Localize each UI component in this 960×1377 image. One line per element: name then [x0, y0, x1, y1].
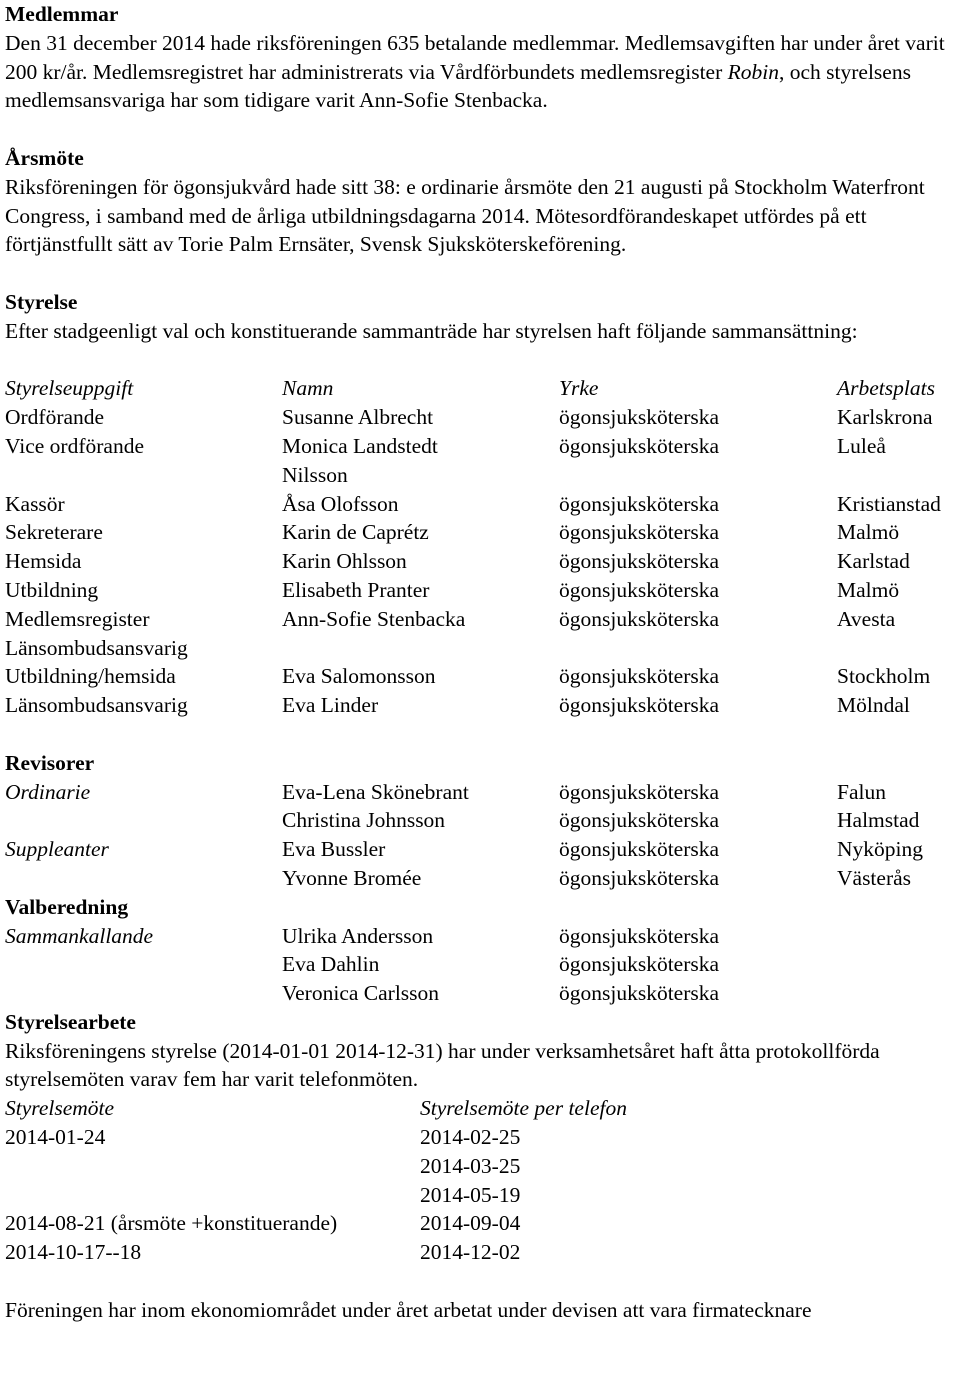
- table-cell: Eva Linder: [282, 693, 379, 718]
- table-cell: Monica Landstedt: [282, 433, 438, 458]
- medlemmar-paragraph: [5, 29, 949, 115]
- meetings-table: [5, 1094, 949, 1267]
- table-cell: Karlstad: [837, 549, 910, 574]
- table-cell: Stockholm: [837, 664, 931, 689]
- row-label-cell: Utbildning: [5, 577, 99, 602]
- table-cell: [559, 461, 837, 490]
- row-label-cell: [5, 950, 282, 979]
- arsmote-paragraph: Riksföreningen för ögonsjukvård hade sitt 38: e ordinarie årsmöte den 21 augusti på Stockholm Waterfront Congress, i samband med de årliga utbildningsdagarna 2014. Mötesordförandeskapet utfördes på ett förtjänstfullt sätt av Torie Palm Ernsäter, Svensk Sjuksköterskeförening.: [5, 174, 925, 257]
- styrelsearbete-paragraph: Riksföreningens styrelse (2014-01-01 2014-12-31) har under verksamhetsåret haft åtta protokollförda styrelsemöten varav fem har varit telefonmöten.: [5, 1038, 880, 1092]
- table-cell: ögonsjuksköterska: [559, 664, 720, 689]
- table-cell: ögonsjuksköterska: [559, 549, 720, 574]
- table-cell: Kristianstad: [837, 491, 941, 516]
- table-cell: [559, 634, 837, 663]
- section-heading-medlemmar: Medlemmar: [5, 2, 119, 26]
- table-cell: Eva Dahlin: [282, 952, 380, 977]
- table-cell: 2014-05-19: [420, 1182, 521, 1207]
- valberedning-table: [5, 922, 949, 1008]
- table-cell: Karlskrona: [837, 405, 933, 430]
- column-header: Styrelseuppgift: [5, 376, 134, 401]
- section-heading-styrelse: Styrelse: [5, 289, 78, 314]
- table-cell: Christina Johnsson: [282, 808, 446, 833]
- table-cell: Eva-Lena Skönebrant: [282, 779, 469, 804]
- table-cell: ögonsjuksköterska: [559, 923, 720, 948]
- row-label-cell: [5, 1181, 420, 1210]
- row-label-cell: [5, 1152, 420, 1181]
- row-label-cell: [5, 979, 282, 1008]
- table-cell: ögonsjuksköterska: [559, 837, 720, 862]
- table-cell: 2014-09-04: [420, 1211, 521, 1236]
- row-label-cell: Länsombudsansvarig: [5, 693, 188, 718]
- row-label-cell: Sekreterare: [5, 520, 103, 545]
- table-cell: ögonsjuksköterska: [559, 491, 720, 516]
- row-label-cell: [5, 806, 282, 835]
- table-cell: Karin de Caprétz: [282, 520, 429, 545]
- row-label-cell: Utbildning/hemsida: [5, 664, 176, 689]
- table-cell: [837, 634, 949, 663]
- table-cell: 2014-03-25: [420, 1153, 521, 1178]
- column-header: Yrke: [559, 376, 599, 401]
- row-label-cell: Sammankallande: [5, 923, 154, 948]
- table-cell: ögonsjuksköterska: [559, 433, 720, 458]
- section-heading-revisorer: Revisorer: [5, 750, 95, 775]
- table-cell: [837, 461, 949, 490]
- table-cell: Malmö: [837, 577, 900, 602]
- table-cell: ögonsjuksköterska: [559, 405, 720, 430]
- row-label-cell: 2014-01-24: [5, 1125, 106, 1150]
- column-header: Arbetsplats: [837, 376, 935, 401]
- table-cell: ögonsjuksköterska: [559, 693, 720, 718]
- styrelse-paragraph: Efter stadgeenligt val och konstituerande sammanträde har styrelsen haft följande sammansättning:: [5, 318, 858, 343]
- table-cell: Åsa Olofsson: [282, 491, 399, 516]
- table-cell: ögonsjuksköterska: [559, 779, 720, 804]
- table-cell: ögonsjuksköterska: [559, 865, 720, 890]
- table-cell: ögonsjuksköterska: [559, 606, 720, 631]
- table-cell: [837, 922, 949, 951]
- column-header: Styrelsemöte per telefon: [420, 1096, 627, 1121]
- styrelse-table: [5, 374, 949, 720]
- table-cell: Nilsson: [282, 462, 348, 487]
- table-cell: Susanne Albrecht: [282, 405, 434, 430]
- table-cell: Ann-Sofie Stenbacka: [282, 606, 466, 631]
- table-cell: Eva Salomonsson: [282, 664, 436, 689]
- table-cell: 2014-12-02: [420, 1240, 521, 1265]
- row-label-cell: Vice ordförande: [5, 433, 144, 458]
- table-cell: Elisabeth Pranter: [282, 577, 430, 602]
- table-cell: ögonsjuksköterska: [559, 981, 720, 1006]
- row-label-cell: Ordinarie: [5, 779, 91, 804]
- revisorer-table: [5, 778, 949, 893]
- table-cell: ögonsjuksköterska: [559, 520, 720, 545]
- medlemmar-text-after: , och styrelsens medlemsansvariga har som tidigare varit Ann-Sofie Stenbacka.: [5, 59, 911, 113]
- column-header: Styrelsemöte: [5, 1096, 115, 1121]
- table-cell: 2014-02-25: [420, 1125, 521, 1150]
- table-cell: Karin Ohlsson: [282, 549, 407, 574]
- table-cell: ögonsjuksköterska: [559, 952, 720, 977]
- table-cell: [282, 634, 559, 663]
- row-label-cell: 2014-10-17--18: [5, 1240, 142, 1265]
- row-label-cell: [5, 461, 282, 490]
- row-label-cell: [5, 864, 282, 893]
- table-cell: ögonsjuksköterska: [559, 577, 720, 602]
- table-cell: Eva Bussler: [282, 837, 386, 862]
- table-cell: Ulrika Andersson: [282, 923, 434, 948]
- row-label-cell: Länsombudsansvarig: [5, 635, 188, 660]
- table-cell: Halmstad: [837, 808, 920, 833]
- section-heading-styrelsearbete: Styrelsearbete: [5, 1009, 136, 1034]
- table-cell: [837, 979, 949, 1008]
- footer-paragraph: Föreningen har inom ekonomiområdet under året arbetat under devisen att vara firmatecknare: [5, 1297, 812, 1322]
- table-cell: Malmö: [837, 520, 900, 545]
- table-cell: Mölndal: [837, 693, 910, 718]
- row-label-cell: 2014-08-21 (årsmöte +konstituerande): [5, 1211, 338, 1236]
- table-cell: Veronica Carlsson: [282, 981, 440, 1006]
- row-label-cell: Suppleanter: [5, 837, 109, 862]
- table-cell: Västerås: [837, 865, 912, 890]
- column-header: Namn: [282, 376, 334, 401]
- row-label-cell: Ordförande: [5, 405, 105, 430]
- table-cell: Luleå: [837, 433, 886, 458]
- table-cell: ögonsjuksköterska: [559, 808, 720, 833]
- section-heading-valberedning: Valberedning: [5, 894, 129, 919]
- table-cell: Nyköping: [837, 837, 923, 862]
- medlemmar-text-before: Den 31 december 2014 hade riksföreningen 635 betalande medlemmar. Medlemsavgiften har under året varit 200 kr/år. Medlemsregistret har administrerats via Vårdförbundets medlemsregister: [5, 30, 945, 84]
- table-cell: Avesta: [837, 606, 896, 631]
- section-heading-arsmote: Årsmöte: [5, 145, 84, 170]
- row-label-cell: Hemsida: [5, 549, 82, 574]
- table-cell: [837, 950, 949, 979]
- row-label-cell: Medlemsregister: [5, 606, 150, 631]
- row-label-cell: Kassör: [5, 491, 65, 516]
- register-name: Robin: [727, 59, 779, 84]
- table-cell: Falun: [837, 779, 886, 804]
- table-cell: Yvonne Bromée: [282, 865, 422, 890]
